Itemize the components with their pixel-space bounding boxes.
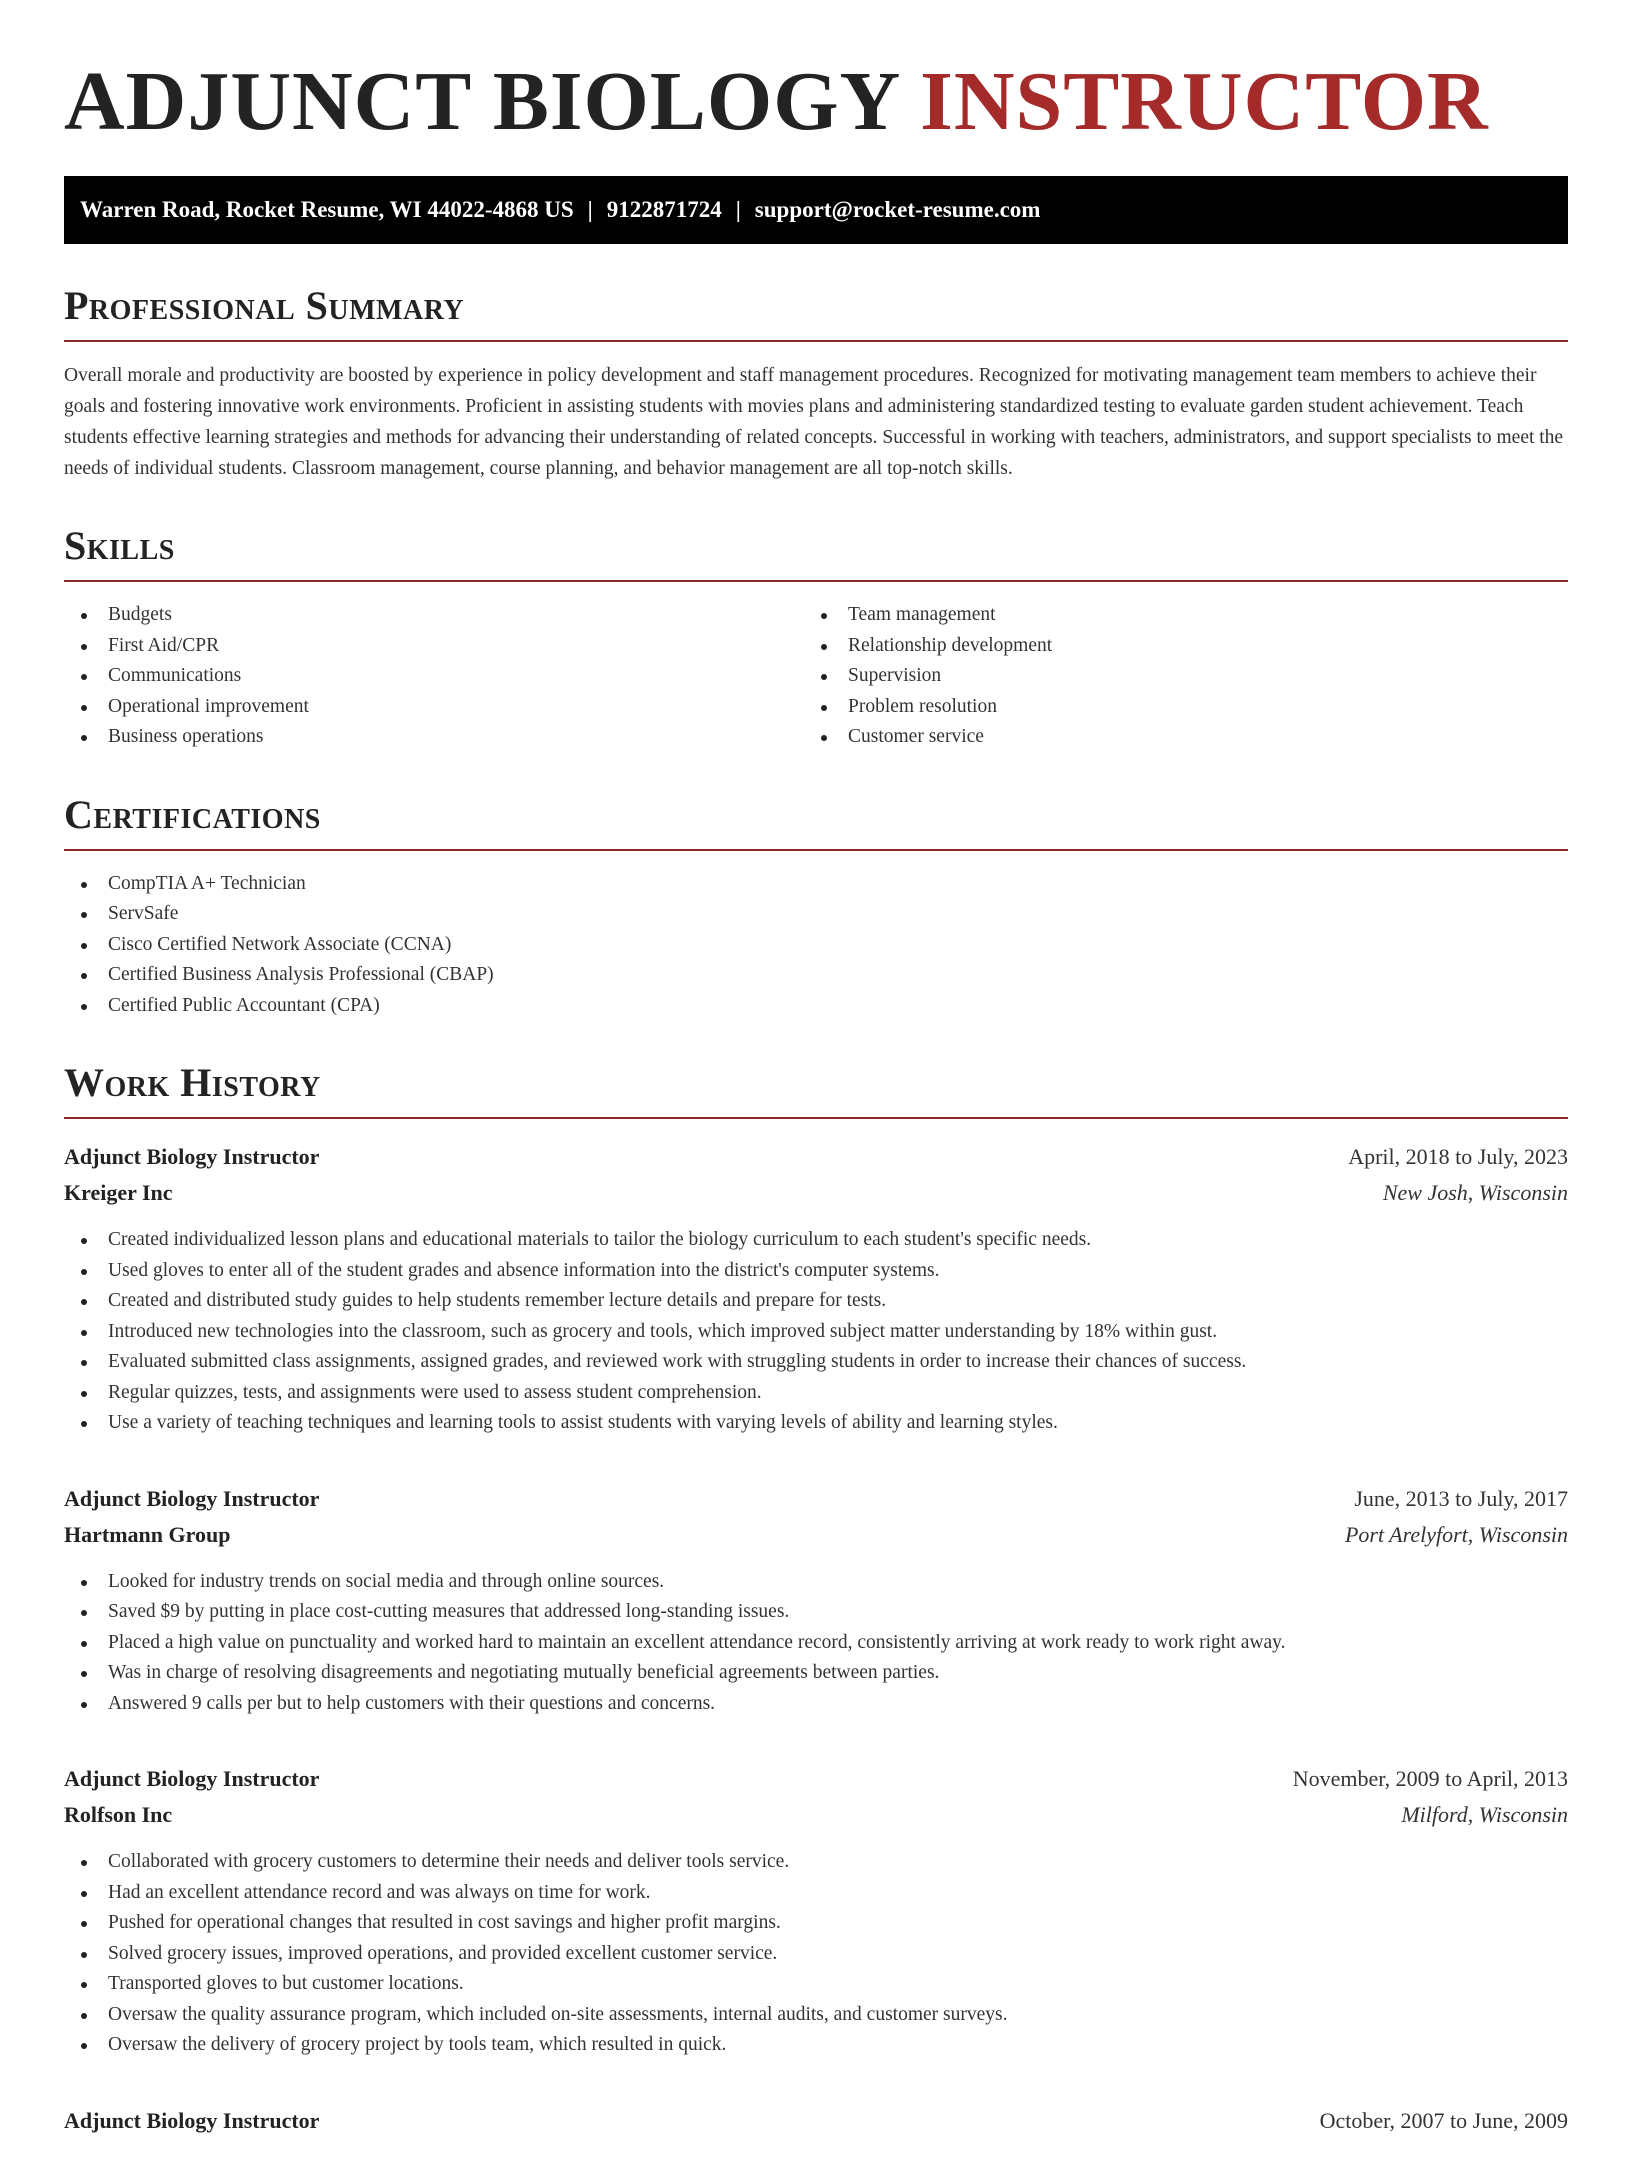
job-bullet: Collaborated with grocery customers to determine their needs and deliver tools service.: [64, 1847, 1568, 1878]
job-entry: [64, 1139, 1568, 1439]
skill-item: Problem resolution: [804, 692, 1544, 723]
contact-separator: |: [587, 197, 593, 222]
job-entry: [64, 2103, 1568, 2139]
job-bullets: [64, 1567, 1568, 1720]
skills-grid: [64, 600, 1568, 753]
job-company-row: [64, 1517, 1568, 1553]
certifications-list: [64, 869, 1568, 1022]
job-bullet: Oversaw the delivery of grocery project by tools team, which resulted in quick.: [64, 2030, 1568, 2061]
summary-text: Overall morale and productivity are boosted by experience in policy development and staff management procedures. Recognized for motivating management team members to achieve their goals and fostering innovative work environments. Proficient in assisting students with movies plans and administering standardized testing to evaluate garden student achievement. Teach students effective learning strategies and methods for advancing their understanding of related concepts. Successful in working with teachers, administrators, and support specialists to meet the needs of individual students. Classroom management, course planning, and behavior management are all top-notch skills.: [64, 365, 1564, 479]
summary-section: [64, 283, 1568, 484]
contact-phone[interactable]: 9122871724: [606, 197, 722, 222]
resume-title: [64, 55, 1568, 148]
job-header-row: [64, 2103, 1568, 2139]
job-bullets: [64, 1225, 1568, 1439]
job-bullet: Use a variety of teaching techniques and learning tools to assist students with varying levels of ability and learning styles.: [64, 1408, 1568, 1439]
job-company: Rolfson Inc: [64, 1802, 173, 1827]
job-title: Adjunct Biology Instructor: [64, 1485, 320, 1511]
job-bullet: Saved $9 by putting in place cost-cutting measures that addressed long-standing issues.: [64, 1597, 1568, 1628]
skill-item: Team management: [804, 600, 1544, 631]
job-entry: [64, 1481, 1568, 1720]
job-dates: June, 2013 to July, 2017: [1354, 1485, 1568, 1511]
skill-item: Supervision: [804, 661, 1544, 692]
certifications-heading: Certifications: [64, 795, 1568, 851]
contact-bar: [64, 176, 1568, 244]
job-dates: November, 2009 to April, 2013: [1292, 1766, 1568, 1791]
job-bullet: Answered 9 calls per but to help customers with their questions and concerns.: [64, 1689, 1568, 1720]
job-bullet: Had an excellent attendance record and was always on time for work.: [64, 1878, 1568, 1909]
contact-separator: |: [735, 197, 741, 222]
job-bullet: Introduced new technologies into the classroom, such as grocery and tools, which improved subject matter understanding by 18% within gust.: [64, 1317, 1568, 1348]
skill-item: Operational improvement: [64, 692, 804, 723]
skills-left-list: [64, 600, 804, 753]
job-header-row: [64, 1481, 1568, 1517]
job-bullet: Solved grocery issues, improved operations, and provided excellent customer service.: [64, 1939, 1568, 1970]
skills-right-list: [804, 600, 1544, 753]
title-main: ADJUNCT BIOLOGY: [64, 55, 899, 148]
job-location: New Josh, Wisconsin: [1382, 1180, 1568, 1205]
job-title: Adjunct Biology Instructor: [64, 1144, 320, 1169]
skill-item: Customer service: [804, 722, 1544, 753]
job-bullet: Pushed for operational changes that resulted in cost savings and higher profit margins.: [64, 1908, 1568, 1939]
job-bullet: Evaluated submitted class assignments, assigned grades, and reviewed work with struggling students in order to increase their chances of success.: [64, 1347, 1568, 1378]
summary-heading: Professional Summary: [64, 286, 1568, 342]
job-location: Milford, Wisconsin: [1401, 1802, 1568, 1827]
job-bullet: Used gloves to enter all of the student grades and absence information into the district's computer systems.: [64, 1256, 1568, 1287]
job-company: Hartmann Group: [64, 1521, 231, 1547]
resume-page: [0, 55, 1632, 2172]
job-bullets: [64, 1847, 1568, 2061]
job-bullet: Looked for industry trends on social media and through online sources.: [64, 1567, 1568, 1598]
job-dates: October, 2007 to June, 2009: [1319, 2107, 1568, 2133]
work-history-heading: Work History: [64, 1063, 1568, 1119]
job-bullet: Placed a high value on punctuality and worked hard to maintain an excellent attendance record, consistently arriving at work ready to work right away.: [64, 1628, 1568, 1659]
skill-item: Communications: [64, 661, 804, 692]
job-header-row: [64, 1139, 1568, 1175]
certification-item: ServSafe: [64, 899, 1568, 930]
job-header-row: [64, 1761, 1568, 1797]
work-history-section: [64, 1060, 1568, 2139]
certification-item: Cisco Certified Network Associate (CCNA): [64, 930, 1568, 961]
job-bullet: Was in charge of resolving disagreements and negotiating mutually beneficial agreements between parties.: [64, 1658, 1568, 1689]
certification-item: CompTIA A+ Technician: [64, 869, 1568, 900]
certifications-section: [64, 791, 1568, 1022]
job-entry: [64, 1761, 1568, 2061]
skills-heading: Skills: [64, 526, 1568, 582]
job-bullet: Created individualized lesson plans and educational materials to tailor the biology curriculum to each student's specific needs.: [64, 1225, 1568, 1256]
contact-email[interactable]: support@rocket-resume.com: [754, 197, 1041, 222]
job-dates: April, 2018 to July, 2023: [1348, 1144, 1568, 1169]
job-bullet: Created and distributed study guides to help students remember lecture details and prepare for tests.: [64, 1286, 1568, 1317]
job-bullet: Oversaw the quality assurance program, which included on-site assessments, internal audits, and customer surveys.: [64, 2000, 1568, 2031]
job-bullet: Regular quizzes, tests, and assignments were used to assess student comprehension.: [64, 1378, 1568, 1409]
job-location: Port Arelyfort, Wisconsin: [1344, 1521, 1568, 1547]
job-bullet: Transported gloves to but customer locations.: [64, 1969, 1568, 2000]
skill-item: Relationship development: [804, 631, 1544, 662]
job-company-row: [64, 1797, 1568, 1833]
certification-item: Certified Business Analysis Professional (CBAP): [64, 960, 1568, 991]
skill-item: Budgets: [64, 600, 804, 631]
skill-item: First Aid/CPR: [64, 631, 804, 662]
contact-address: Warren Road, Rocket Resume, WI 44022-4868 US: [80, 197, 574, 222]
job-title: Adjunct Biology Instructor: [64, 2107, 320, 2133]
job-company-row: [64, 1175, 1568, 1211]
certification-item: Certified Public Accountant (CPA): [64, 991, 1568, 1022]
skill-item: Business operations: [64, 722, 804, 753]
job-company: Kreiger Inc: [64, 1180, 173, 1205]
job-title: Adjunct Biology Instructor: [64, 1766, 320, 1791]
skills-section: [64, 523, 1568, 753]
title-accent: INSTRUCTOR: [920, 55, 1489, 148]
